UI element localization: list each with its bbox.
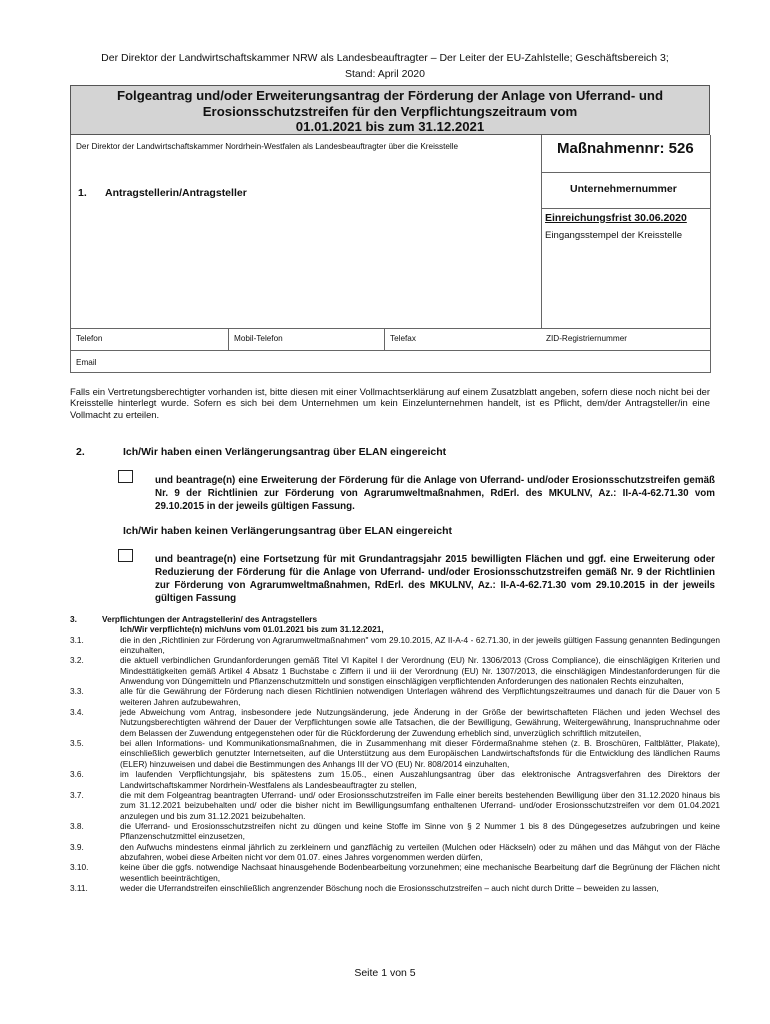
deadline-label: Einreichungsfrist 30.06.2020 (545, 212, 687, 224)
option-b-text: und beantrage(n) eine Fortsetzung für mit Grundantragsjahr 2015 bewilligten Flächen und ggf. eine Erweiterung oder Reduzierung der Förderung für die Anlage von Uferrand- und/oder Erosionsschutzstreifen gemäß Nr. 9 der Richtlinien zur Förderung von Agrarumweltmaßnahmen, RdErl. des MKULNV, Az.: II-A-4-62.71.30 vom 29.10.2015 in der jeweils gültigen Fassung (155, 554, 715, 604)
section-3-heading-row (70, 614, 720, 624)
option-a-heading: Ich/Wir haben einen Verlängerungsantrag über ELAN eingereicht (123, 446, 447, 458)
right-column-divider (541, 135, 542, 328)
header-authority-line: Der Direktor der Landwirtschaftskammer NRW als Landesbeauftragter – Der Leiter der EU-Zahlstelle; Geschäftsbereich 3; (101, 52, 669, 64)
page-footer: Seite 1 von 5 (354, 967, 416, 979)
obligation-number: 3.10. (70, 862, 89, 873)
title-line-2: Erosionsschutzstreifen für den Verpflichtungszeitraum vom (202, 103, 578, 119)
obligation-number: 3.8. (70, 820, 84, 831)
obligation-item (70, 790, 720, 821)
section-3-subheading-row (70, 624, 720, 634)
obligation-text: die mit dem Folgeantrag beantragten Uferrand- und/ oder Erosionsschutzstreifen im Falle einer bereits bestehenden Bewilligung über den 31.12.2020 hinaus bis zum 31.12.2021 beizubehalten und/ oder die bisher nicht im Bewilligungsumfang enthaltenen Uferrand- und/oder Erosionsschutzstreifen vor dem 01.04.2021 anzulegen und bis zum 31.12.2021 beizubehalten. (120, 789, 720, 821)
contact-divider-1 (228, 328, 229, 350)
contact-row-bottom (70, 350, 711, 351)
measure-number: Maßnahmennr: 526 (557, 140, 694, 157)
obligation-number: 3.11. (70, 882, 88, 893)
obligation-number: 3.6. (70, 769, 84, 780)
company-number-divider (541, 208, 711, 209)
obligation-item (70, 821, 720, 842)
obligation-text: die in den „Richtlinien zur Förderung von Agrarumweltmaßnahmen" vom 29.10.2015, AZ II-A-4 - 62.71.30, in der jeweils gültigen Fassung genannten Bedingungen einzuhalten, (120, 634, 720, 656)
obligation-item (70, 738, 720, 769)
obligation-item (70, 883, 720, 893)
obligation-number: 3.9. (70, 841, 84, 852)
header-status-line: Stand: April 2020 (345, 68, 425, 80)
obligation-item (70, 862, 720, 883)
section-1-number: 1. (78, 187, 87, 199)
title-line-1: Folgeantrag und/oder Erweiterungsantrag der Förderung der Anlage von Uferrand- und (116, 88, 664, 103)
section-3-number: 3. (70, 614, 77, 624)
mobile-field-label: Mobil-Telefon (234, 334, 283, 343)
section-2-number: 2. (76, 446, 85, 458)
contact-divider-2 (384, 328, 385, 350)
section-3-subheading: Ich/Wir verpflichte(n) mich/uns vom 01.01.2021 bis zum 31.12.2021, (120, 624, 384, 635)
obligation-item (70, 769, 720, 790)
obligation-item (70, 842, 720, 863)
option-a-checkbox[interactable] (118, 470, 133, 483)
obligation-text: die aktuell verbindlichen Grundanforderungen gemäß Titel VI Kapitel I der Verordnung (EU) Nr. 1306/2013 (Cross Compliance), die einschlägigen Kriterien und Mindesttätigkeiten gemäß Artikel 4 Absatz 1 Buchstabe c Ziffern ii und iii der Verordnung (EU) Nr. 1307/2013, die einschlägigen Mindestanforderungen für die Anwendung von Düngemitteln und Pflanzenschutzmitteln und sonstigen einschlägigen verpflichtenden Anforderungen des nationalen Rechts einzuhalten, (120, 655, 720, 687)
frame-right (710, 135, 711, 372)
section-1-label: Antragstellerin/Antragsteller (105, 187, 247, 199)
email-field-label: Email (76, 358, 97, 367)
frame-bottom (70, 372, 711, 373)
obligation-item (70, 707, 720, 738)
obligation-number: 3.4. (70, 707, 84, 718)
obligation-number: 3.7. (70, 789, 84, 800)
obligation-number: 3.1. (70, 634, 84, 645)
zid-field-label: ZID-Registriernummer (546, 334, 627, 343)
obligation-number: 3.2. (70, 655, 84, 666)
stamp-label: Eingangsstempel der Kreisstelle (545, 230, 683, 241)
option-a-text: und beantrage(n) eine Erweiterung der Förderung für die Anlage von Uferrand- und/oder Erosionsschutzstreifen gemäß Nr. 9 der Richtlinien zur Förderung von Agrarumweltmaßnahmen, RdErl. des MKULNV, Az.: II-A-4-62.71.30 vom 29.10.2015 in der jeweils gültigen Fassung. (155, 475, 715, 512)
obligation-item (70, 635, 720, 656)
obligation-text: jede Abweichung vom Antrag, insbesondere jede Nutzungsänderung, jede Änderung in der Größe der bewirtschafteten Flächen und jeden Wechsel des Nutzungsberechtigten während der Dauer der Verpflichtungen sowie alle Tatsachen, die der Bewilligung, Gewährung, Weitergewährung, Inanspruchnahme oder dem Belassen der Zuwendung entgegenstehen oder für die Rückforderung der Zuwendung erheblich sind, unverzüglich schriftlich mitzuteilen, (120, 707, 720, 738)
frame-left (70, 135, 71, 372)
phone-field-label: Telefon (76, 334, 103, 343)
obligation-number: 3.5. (70, 738, 84, 749)
obligation-text: bei allen Informations- und Kommunikationsmaßnahmen, die in Zusammenhang mit dieser Fördermaßnahme stehen (z. B. Broschüren, Faltblätter, Plakate), einschließlich gewerblich genutzter Internetseiten, auf die Unterstützung aus dem Europäischen Landwirtschaftsfonds für die Entwicklung des ländlichen Raums (ELER) hinzuweisen und dabei die Bestimmungen des Anhangs III der VO (EU) Nr. 808/2014 einzuhalten, (120, 738, 720, 769)
section-3-heading: Verpflichtungen der Antragstellerin/ des Antragstellers (102, 614, 318, 624)
contact-row-top (70, 328, 711, 329)
obligation-item (70, 686, 720, 707)
title-line-3: 01.01.2021 bis zum 31.12.2021 (295, 119, 485, 134)
obligation-list (70, 635, 720, 894)
obligation-text: den Aufwuchs mindestens einmal jährlich zu zerkleinern und ganzflächig zu verteilen (Mulchen oder Häckseln) oder zu mähen und das Mähgut von der Fläche abzufahren, wobei diese Arbeiten nicht vor dem 01.07. eines Jahres vorgenommen werden dürfen, (120, 841, 720, 862)
form-title (70, 85, 710, 135)
obligation-text: alle für die Gewährung der Förderung nach diesen Richtlinien notwendigen Unterlagen während des Verpflichtungszeitraumes und danach für die Dauer von 5 weiteren Jahren aufzubewahren, (120, 686, 720, 707)
option-b-heading: Ich/Wir haben keinen Verlängerungsantrag über ELAN eingereicht (123, 525, 452, 537)
obligation-text: keine über die ggfs. notwendige Nachsaat hinausgehende Bodenbearbeitung vorzunehmen; eine mechanische Bearbeitung darf die Begrünung der Flächen nicht wesentlich beeinträchtigen, (120, 862, 720, 883)
fax-field-label: Telefax (390, 334, 416, 343)
company-number-label: Unternehmernummer (570, 183, 677, 195)
representation-note: Falls ein Vertretungsberechtigter vorhanden ist, bitte diesen mit einer Vollmachtserklärung auf einem Zusatzblatt angeben, sofern diese noch nicht bei der Kreisstelle hinterlegt wurde. Sofern es sich bei dem Unternehmen um kein Einzelunternehmen handelt, ist es Pflicht, dem/der Antragsteller/in eine Vollmacht zu erteilen. (70, 386, 710, 420)
authority-text: Der Direktor der Landwirtschaftskammer Nordrhein-Westfalen als Landesbeauftragter über die Kreisstelle (76, 142, 459, 151)
option-b-checkbox[interactable] (118, 549, 133, 562)
section-3 (70, 614, 720, 893)
obligation-number: 3.3. (70, 686, 84, 697)
measure-box-divider (541, 172, 711, 173)
obligation-item (70, 655, 720, 686)
obligation-text: weder die Uferrandstreifen einschließlich angrenzender Böschung noch die Erosionsschutzstreifen – auch nicht durch Dritte – beweiden zu lassen, (120, 882, 659, 893)
obligation-text: die Uferrand- und Erosionsschutzstreifen nicht zu düngen und keine Stoffe im Sinne von § 2 Nummer 1 bis 8 des Düngegesetzes aufzubringen und keine Pflanzenschutzmittel einzusetzen, (120, 820, 720, 842)
obligation-text: im laufenden Verpflichtungsjahr, bis spätestens zum 15.05., einen Auszahlungsantrag über das elektronische Antragsverfahren des Direktors der Landwirtschaftskammer Nordrhein-Westfalens als Landesbeauftragter zu stellen, (120, 769, 720, 790)
